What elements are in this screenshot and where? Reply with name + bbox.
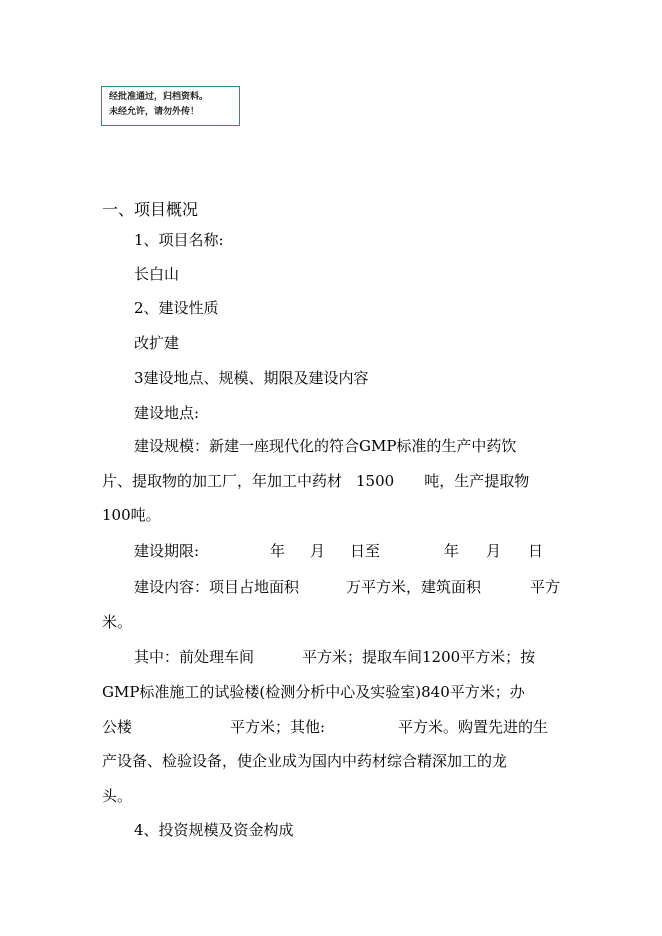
period-label: 建设期限: xyxy=(134,542,200,560)
detail-line-4: 产设备、检验设备，使企业成为国内中药材综合精深加工的龙 xyxy=(102,752,508,770)
project-name-value: 长白山 xyxy=(134,265,180,283)
detail-line-3a: 公楼 xyxy=(102,718,133,736)
content-paragraph-line-1b: 万平方米，建筑面积 xyxy=(346,578,482,596)
scale-text-2b: 1500 xyxy=(356,472,395,490)
scale-text-2c: 吨，生产提取物 xyxy=(424,472,530,490)
notice-line-confidential: 未经允许，请勿外传！ xyxy=(109,107,200,117)
scale-paragraph-line-1 xyxy=(134,436,560,456)
detail-line-1b: 平方米；提取车间1200平方米；按 xyxy=(302,648,536,666)
construction-nature-label: 2、建设性质 xyxy=(134,299,219,317)
detail-line-2: GMP标准施工的试验楼(检测分析中心及实验室)840平方米；办 xyxy=(102,683,525,701)
detail-line-5: 头。 xyxy=(102,787,133,805)
scale-text-2a: 片、提取物的加工厂，年加工中药材 xyxy=(102,472,343,490)
detail-line-1a: 其中：前处理车间 xyxy=(134,648,255,666)
section-heading: 一、项目概况 xyxy=(102,200,199,219)
detail-line-3c: 平方米。购置先进的生 xyxy=(398,718,549,736)
content-paragraph-line-1c: 平方 xyxy=(530,578,561,596)
scale-text-1: 建设规模：新建一座现代化的符合GMP标准的生产中药饮 xyxy=(134,437,517,455)
period-day-2: 日 xyxy=(528,542,544,560)
period-day-1: 日至 xyxy=(350,542,381,560)
scale-paragraph-line-2 xyxy=(102,471,529,491)
notice-stamp-box xyxy=(101,86,240,126)
period-month-2: 月 xyxy=(486,542,502,560)
content-paragraph-line-2: 米。 xyxy=(102,613,133,631)
content-paragraph-line-1a: 建设内容：项目占地面积 xyxy=(134,578,300,596)
notice-line-approved: 经批准通过，归档资料。 xyxy=(109,92,209,102)
location-field-label: 建设地点: xyxy=(134,404,200,422)
construction-nature-value: 改扩建 xyxy=(134,334,180,352)
investment-heading: 4、投资规模及资金构成 xyxy=(134,821,294,839)
period-year-1: 年 xyxy=(270,542,286,560)
period-month-1: 月 xyxy=(310,542,326,560)
detail-line-3b: 平方米；其他: xyxy=(230,718,326,736)
location-scale-heading: 3建设地点、规模、期限及建设内容 xyxy=(134,369,369,387)
scale-paragraph-line-3: 100吨。 xyxy=(102,506,161,524)
period-year-2: 年 xyxy=(444,542,460,560)
project-name-label: 1、项目名称: xyxy=(134,231,224,249)
